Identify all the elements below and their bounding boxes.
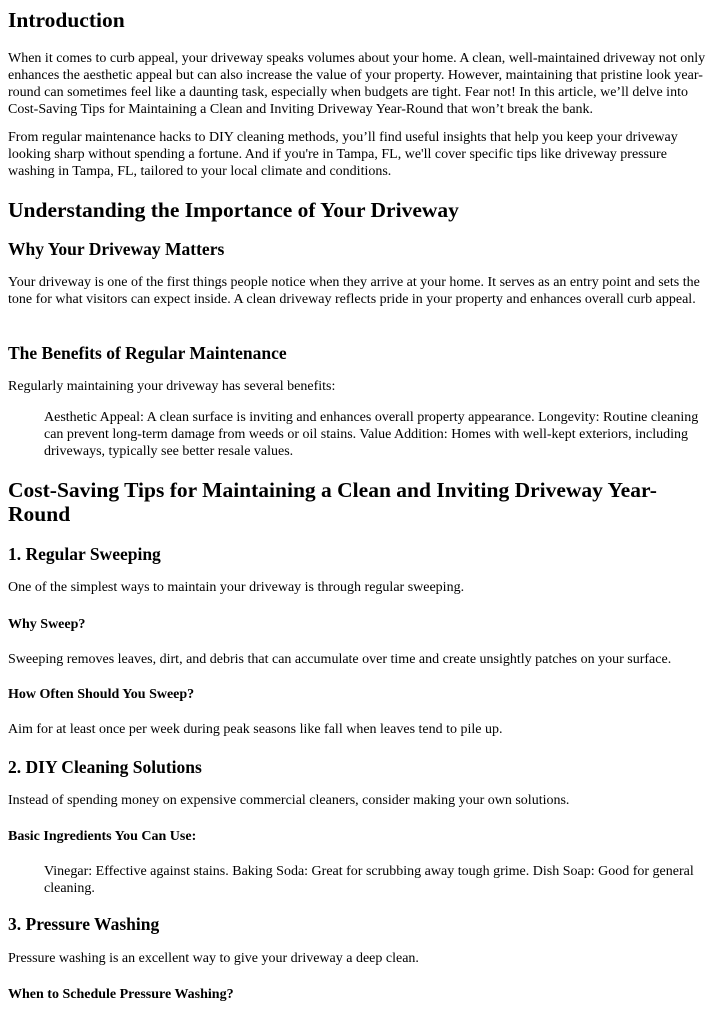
why-sweep-heading: Why Sweep? [8,617,86,632]
why-sweep-paragraph: Sweeping removes leaves, dirt, and debris that can accumulate over time and create unsightly patches on your surface. [8,652,672,667]
tips-heading: Cost-Saving Tips for Maintaining a Clean and Inviting Driveway Year-Round [8,478,657,526]
diy-paragraph: Instead of spending money on expensive commercial cleaners, consider making your own solutions. [8,793,570,808]
diy-heading: 2. DIY Cleaning Solutions [8,757,202,777]
importance-heading: Understanding the Importance of Your Driveway [8,198,459,222]
intro-paragraph-1: When it comes to curb appeal, your driveway speaks volumes about your home. A clean, well-maintained driveway not only enhances the aesthetic appeal but can also increase the value of your property. However, maintaining that pristine look year-round can sometimes feel like a daunting task, especially when budgets are tight. Fear not! In this article, we’ll delve into Cost-Saving Tips for Maintaining a Clean and Inviting Driveway Year-Round that won’t break the bank. [8,51,706,117]
intro-paragraph-2: From regular maintenance hacks to DIY cleaning methods, you’ll find useful insights that help you keep your driveway looking sharp without spending a fortune. And if you're in Tampa, FL, we'll cover specific tips like driveway pressure washing in Tampa, FL, tailored to your local climate and conditions. [8,130,678,179]
benefits-heading: The Benefits of Regular Maintenance [8,343,287,363]
benefits-list: Aesthetic Appeal: A clean surface is inviting and enhances overall property appearance. Longevity: Routine cleaning can prevent long-term damage from weeds or oil stains. Value Addition: Homes with well-kept exteriors, including driveways, typically see better resale values. [44,410,699,459]
pressure-washing-paragraph: Pressure washing is an excellent way to give your driveway a deep clean. [8,951,419,966]
ingredients-heading: Basic Ingredients You Can Use: [8,829,197,844]
why-matters-paragraph: Your driveway is one of the first things people notice when they arrive at your home. It serves as an entry point and sets the tone for what visitors can expect inside. A clean driveway reflects pride in your property and enhances overall curb appeal. [8,275,700,307]
benefits-paragraph: Regularly maintaining your driveway has several benefits: [8,379,336,394]
sweeping-paragraph: One of the simplest ways to maintain your driveway is through regular sweeping. [8,580,465,595]
pressure-washing-heading: 3. Pressure Washing [8,914,160,934]
how-often-heading: How Often Should You Sweep? [8,687,195,702]
why-matters-heading: Why Your Driveway Matters [8,239,225,259]
how-often-paragraph: Aim for at least once per week during peak seasons like fall when leaves tend to pile up. [8,722,503,737]
schedule-heading: When to Schedule Pressure Washing? [8,987,234,1002]
intro-heading: Introduction [8,8,125,32]
sweeping-heading: 1. Regular Sweeping [8,544,161,564]
ingredients-list: Vinegar: Effective against stains. Baking Soda: Great for scrubbing away tough grime. Dish Soap: Good for general cleaning. [44,864,694,896]
